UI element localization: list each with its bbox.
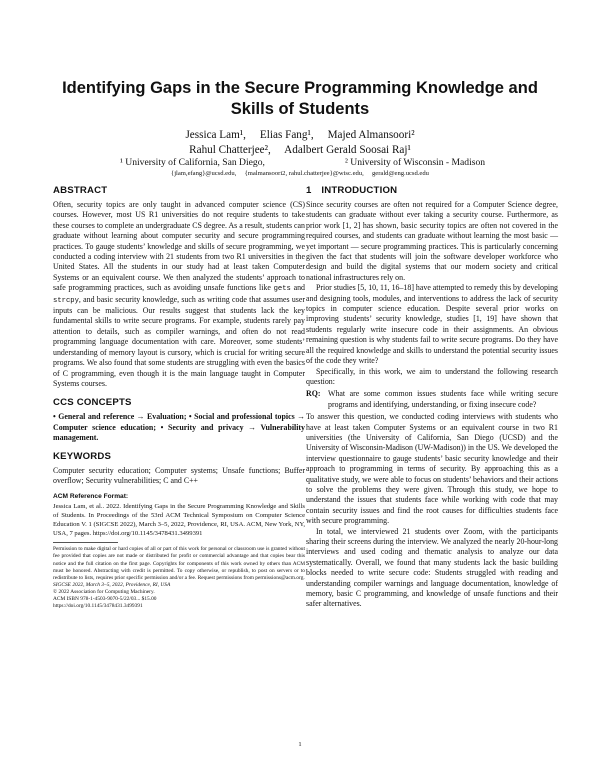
affiliation-ucsd: ¹ University of California, San Diego,	[120, 157, 265, 168]
left-column	[53, 185, 305, 610]
abstract-section	[53, 185, 305, 389]
author-emails: {jlam,efang}@ucsd.edu, {malmansoori2, rahul.chatterjee}@wisc.edu, gerald@eng.ucsd.edu	[171, 170, 429, 177]
isbn-line: ACM ISBN 978-1-4503-9070-5/22/03... $15.00	[53, 596, 157, 603]
right-column	[306, 185, 558, 610]
page-number: 1	[298, 741, 302, 748]
authors-line-2: Rahul Chatterjee², Adalbert Gerald Soosai Raj¹	[189, 144, 411, 156]
research-question	[306, 389, 558, 410]
venue-line: SIGCSE 2022, March 3–5, 2022, Providence, RI, USA	[53, 581, 171, 588]
affiliation-wisc: ² University of Wisconsin - Madison	[345, 157, 486, 168]
footnote-divider	[53, 542, 118, 543]
permission-notice	[53, 546, 305, 610]
keywords-section	[53, 451, 305, 487]
intro-paragraph-1: Since security courses are often not required for a Computer Science degree, students can graduate without ever taking a security course. Furthermore, as prior work [1, 2] has shown, basic security topics are often not covered in the required courses, and students can graduate without learning the most basic — yet important — secure programming practices. This is particularly concerning given the fact that students will join the software developer workforce who design and build the digital systems that our modern society and critical national infrastructures rely on.	[306, 200, 558, 282]
abstract-heading: ABSTRACT	[53, 185, 108, 196]
code-strcpy: strcpy	[53, 296, 79, 305]
acm-reference-section	[53, 492, 305, 538]
intro-paragraph-4: To answer this question, we conducted coding interviews with students who have at least taken Computer Systems or an equivalent course in two R1 universities (the University of California, San Diego (UCSD) and the University of Wisconsin-Madison (UW-Madison)) in the US. We developed the interview questionnaire to gauge students’ basic security knowledge and their approach to programming in terms of security. By approaching this as a qualitative study, we were able to focus on students’ behaviors and their actions to solve the problems they were given. Through this study, we hope to understand the issues that students face while working with code that may contain security issues and find the root causes for difficulties students face with secure programming.	[306, 412, 558, 526]
copyright-line: © 2022 Association for Computing Machinery.	[53, 588, 155, 595]
paper-title: Identifying Gaps in the Secure Programming Knowledge and Skills of Students	[62, 79, 538, 118]
ccs-heading: CCS CONCEPTS	[53, 397, 132, 409]
abstract-text-part-1: Often, security topics are only taught in advanced computer science (CS) courses. However, most US R1 universities do not require students to take these courses to complete an undergraduate CS degree. As a result, students can graduate without learning about computer security and secure programming practices. To gauge students’ knowledge and skills of secure programming, we conducted a coding interview with 21 students from two R1 universities in the United States. All the students in our study had at least taken Computer Systems or an equivalent course. We then analyzed the students’ approach to safe programming practices, such as avoiding unsafe functions like	[53, 200, 305, 293]
ccs-text: • General and reference → Evaluation; • Social and professional topics → Computer science education; • Security and privacy → Vulnerability management.	[53, 412, 305, 443]
rq-label: RQ:	[306, 389, 321, 399]
keywords-heading: KEYWORDS	[53, 450, 112, 462]
ccs-concepts-section	[53, 397, 305, 443]
introduction-heading: 1 INTRODUCTION	[306, 185, 398, 196]
intro-paragraph-3: Specifically, in this work, we aim to understand the following research question:	[306, 366, 558, 386]
introduction-section	[306, 185, 558, 610]
acm-reference-label: ACM Reference Format:	[53, 493, 129, 501]
abstract-text-part-2: , and basic security knowledge, such as writing code that assumes user inputs can be malicious. Our results suggest that students lack the key fundamental skills to write secure programs. For example, students rarely pay attention to details, such as compiler warnings, and often do not read programming language documentation with care. Moreover, some students’ understanding of memory layout is cursory, which is crucial for writing secure programs. We also found that some students are struggling with even the basics of C programming, even though it is the main language taught in Computer Systems courses.	[53, 294, 305, 388]
acm-reference-text: Jessica Lam, et al.. 2022. Identifying Gaps in the Secure Programming Knowledge and Skills of Students. In Proceedings of the 53rd ACM Technical Symposium on Computer Science Education V. 1 (SIGCSE 2022), March 3–5, 2022, Providence, RI, USA. ACM, New York, NY, USA, 7 pages. https://doi.org/10.1145/3478431.3499391	[53, 502, 305, 538]
abstract-text	[53, 200, 305, 389]
code-gets: gets	[273, 285, 291, 294]
intro-paragraph-2: Prior studies [5, 10, 11, 16–18] have attempted to remedy this by developing and designing tools, modules, and interventions to address the lack of security topics in computer science education. Despite several prior works on improving students’ security knowledge, studies [1, 19] have shown that students regularly write insecure code in their assignments. An obvious remaining question is why students fail to write secure programs. Do they have all the required knowledge and skills to understand the potential security issues of the code they write?	[306, 283, 558, 366]
rq-text: What are some common issues students face while writing secure programs and identifying, understanding, or fixing insecure code?	[328, 389, 558, 409]
abstract-and: and	[290, 283, 305, 293]
intro-paragraph-5: In total, we interviewed 21 students over Zoom, with the participants sharing their screens during the interview. We analyzed the nearly 20-hour-long interviews and used coding and thematic analysis to analyze our data systematically. Overall, we found that many students lack the basic building blocks needed to write secure code: Students struggled with reading and understanding compiler warnings and language documentation, knowledge of memory, basic C programming, and knowledge of unsafe functions and their safer alternatives.	[306, 526, 558, 609]
keywords-text: Computer security education; Computer systems; Unsafe functions; Buffer overflow; Security vulnerabilities; C and C++	[53, 465, 305, 485]
authors-line-1: Jessica Lam¹, Elias Fang¹, Majed Almansoori²	[185, 129, 415, 141]
doi-link[interactable]: https://doi.org/10.1145/3478431.3499391	[53, 603, 143, 610]
author-list	[60, 128, 540, 158]
permission-text: Permission to make digital or hard copies of all or part of this work for personal or classroom use is granted without fee provided that copies are not made or distributed for profit or commercial advantage and that copies bear this notice and the full citation on the first page. Copyrights for components of this work owned by others than ACM must be honored. Abstracting with credit is permitted. To copy otherwise, or republish, to post on servers or to redistribute to lists, requires prior specific permission and/or a fee. Request permissions from permissions@acm.org.	[53, 546, 305, 581]
